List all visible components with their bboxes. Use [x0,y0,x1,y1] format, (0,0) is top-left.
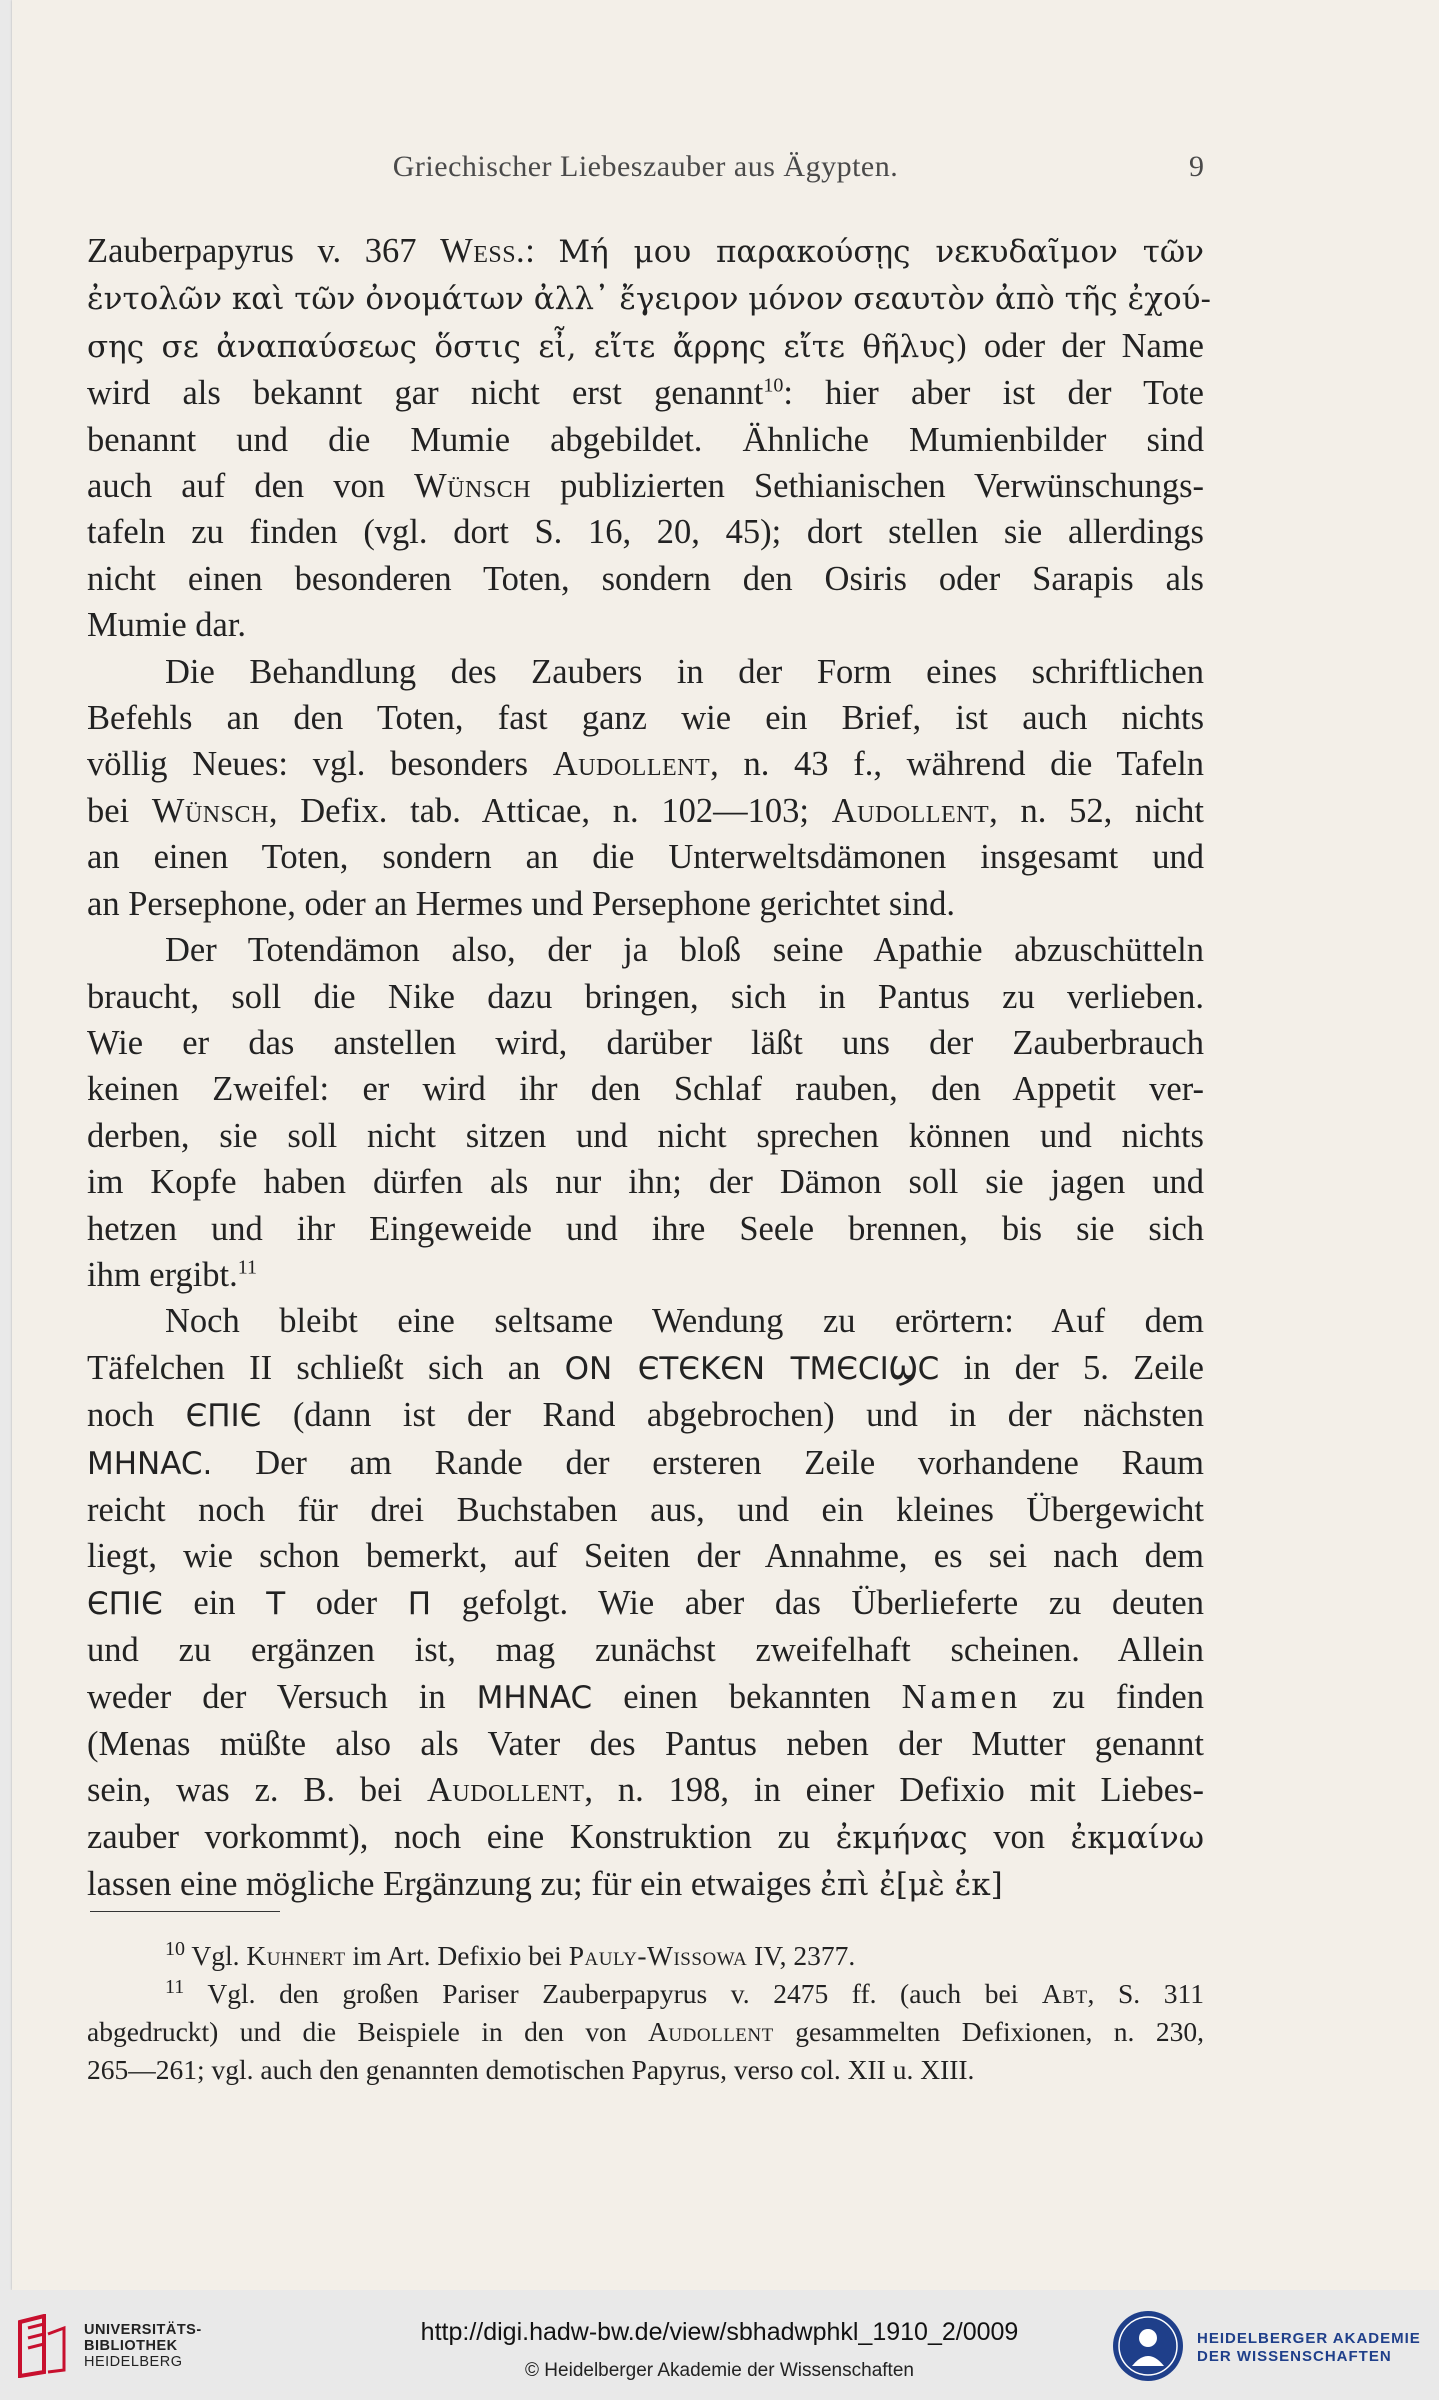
paragraph [87,1298,1204,1908]
text-run: lassen eine mögliche Ergänzung zu; für ein etwaiges [87,1865,821,1904]
text-line [87,463,1204,509]
text-run: Pauly-Wissowa [568,1940,748,1971]
text-run: Wie er das anstellen wird, darüber läßt uns der Zauberbrauch [87,1023,1204,1062]
text-line [87,1020,1204,1066]
text-run: Der Totendämon also, der ja bloß seine Apathie abzuschütteln [165,931,1204,970]
text-run: an einen Toten, sondern an die Unterweltsdämonen insgesamt und [87,838,1204,877]
text-line [87,974,1204,1020]
text-run: Wess. [440,232,526,270]
text-run: und zu ergänzen ist, mag zunächst zweifelhaft scheinen. Allein [87,1631,1204,1670]
text-run: MHNAC. [87,1445,213,1482]
text-run: Audollent [648,2016,774,2047]
text-line [87,1861,1204,1908]
text-run: hetzen und ihr Eingeweide und ihre Seele brennen, bis sie sich [87,1209,1204,1248]
text-line [87,1345,1204,1392]
text-run: ihm ergibt. [87,1255,238,1294]
text-run: Wünsch [151,791,269,830]
text-line [87,1767,1204,1813]
text-run: ЄПIЄ [185,1398,262,1435]
footnote-separator [90,1911,280,1912]
text-run: IV, 2377. [747,1940,856,1971]
text-line [87,556,1204,602]
text-run: , n. 52, nicht [989,791,1204,830]
text-run: Vgl. den großen Pariser Zauberpapyrus v. 2475 ff. (auch bei [184,1978,1042,2009]
text-run: (Menas müßte also als Vater des Pantus neben der Mutter genannt [87,1725,1204,1763]
text-run: , n. 43 f., während die Tafeln [710,745,1204,784]
text-run: T [266,1585,286,1622]
academy-name[interactable] [1197,2330,1421,2366]
text-run: Abt [1041,1978,1088,2009]
text-run: an Persephone, oder an Hermes und Persephone gerichtet sind. [87,884,955,923]
text-run: von [967,1817,1071,1856]
academy-line-2: DER WISSENSCHAFTEN [1197,2348,1392,2365]
text-run: im Art. Defixio bei [345,1940,569,1971]
text-line [87,275,1211,322]
text-line [87,695,1204,741]
text-run: Audollent [426,1771,585,1810]
footnote-line [87,2051,1204,2089]
text-run: keinen Zweifel: er wird ihr den Schlaf rauben, den Appetit ver- [87,1070,1204,1109]
text-run: Mumie dar. [87,606,247,645]
text-line [87,1392,1204,1439]
text-run: in der 5. Zeile [939,1348,1204,1387]
text-run: bei [87,791,152,830]
text-line [87,1113,1204,1159]
text-run: ἐκμήνας [835,1819,968,1856]
text-run: gefolgt. Wie aber das Überlieferte zu deuten [431,1583,1204,1622]
academy-line-1: HEIDELBERGER AKADEMIE [1197,2330,1421,2347]
text-line [87,1580,1204,1627]
text-line [87,228,1204,275]
text-run: tafeln zu finden (vgl. dort S. 16, 20, 45); dort stellen sie allerdings [87,513,1204,552]
library-line-1: UNIVERSITÄTS- [84,2322,202,2338]
text-run: einen bekannten [592,1677,902,1716]
text-run: Π [407,1585,432,1622]
text-run: Namen [901,1677,1022,1716]
text-line [87,1674,1204,1721]
text-line [87,417,1204,463]
body-text [87,228,1211,1909]
text-line [87,1627,1204,1673]
text-run: Befehls an den Toten, fast ganz wie ein Brief, ist auch nichts [87,699,1204,738]
footnote-marker: 11 [165,1975,185,1998]
text-line [87,1814,1204,1861]
footnote-marker: 10 [763,374,784,397]
text-line [87,741,1204,787]
text-run: 265—261; vgl. auch den genannten demotischen Papyrus, verso col. XII u. XIII. [87,2054,975,2085]
library-line-3: HEIDELBERG [84,2354,183,2370]
text-run: Wünsch [414,467,532,506]
text-run: ON ЄTЄKЄN TMЄCIϢC [564,1350,940,1387]
text-run: Zauberpapyrus v. 367 [87,232,441,270]
text-line [87,1533,1204,1579]
scanned-page [12,0,1439,2290]
running-title: Griechischer Liebeszauber aus Ägypten. [392,150,899,183]
text-run: MHNAC [476,1679,593,1716]
text-run: Vgl. [185,1940,247,1971]
footnotes [87,1937,1204,2089]
text-run: gesammelten Defixionen, n. 230, [773,2016,1204,2047]
copyright-notice: © Heidelberger Akademie der Wissenschaften [525,2360,914,2381]
text-run: benannt und die Mumie abgebildet. Ähnliche Mumienbilder sind [87,420,1204,459]
text-line [87,1066,1204,1112]
academy-seal-icon[interactable] [1110,2308,1186,2384]
text-run: Der am Rande der ersteren Zeile vorhandene Raum [212,1443,1204,1482]
text-line [87,881,1204,927]
footnote-line [87,1937,1204,1975]
text-run: liegt, wie schon bemerkt, auf Seiten der Annahme, es sei nach dem [87,1537,1204,1576]
text-line [87,602,1204,648]
paragraph [87,649,1204,927]
footnote [87,1975,1204,2089]
text-run: zu finden [1021,1677,1204,1716]
text-run: ein [162,1583,267,1622]
text-run: Noch bleibt eine seltsame Wendung zu erörtern: Auf dem [165,1302,1204,1341]
text-line [87,834,1204,880]
text-line [87,1440,1204,1487]
text-run: Audollent [552,745,711,784]
text-line [87,370,1204,416]
text-run: Täfelchen II schließt sich an [87,1348,565,1387]
text-line [87,1487,1204,1533]
text-run: oder [285,1583,408,1622]
text-line [87,509,1204,555]
text-run: völlig Neues: vgl. besonders [87,745,553,784]
text-run: sein, was z. B. bei [87,1771,427,1810]
text-run: reicht noch für drei Buchstaben aus, und ein kleines Übergewicht [87,1490,1204,1529]
text-line [87,927,1204,973]
text-run: Kuhnert [246,1940,346,1971]
running-head [87,150,1204,190]
text-run: oder der Name [967,326,1204,365]
text-line [87,1252,1204,1298]
text-run: ἐπὶ ἐ[μὲ ἐκ] [820,1867,1003,1904]
text-run: ЄПIЄ [87,1585,163,1622]
text-run: noch [87,1396,186,1435]
text-run: : [525,232,559,270]
text-run: zauber vorkommt), noch eine Konstruktion zu [87,1817,836,1856]
text-run: nicht einen besonderen Toten, sondern den Osiris oder Sarapis als [87,559,1204,598]
permalink-url[interactable]: http://digi.hadw-bw.de/view/sbhadwphkl_1910_2/0009 [420,2318,1019,2346]
footnote [87,1937,1204,1975]
footnote-marker: 11 [237,1256,258,1279]
library-line-2: BIBLIOTHEK [84,2338,178,2354]
text-run: auch auf den von [87,467,415,506]
text-run: im Kopfe haben dürfen als nur ihn; der Dämon soll sie jagen und [87,1163,1204,1202]
text-run: braucht, soll die Nike dazu bringen, sich in Pantus zu verlieben. [87,977,1204,1016]
text-run: (dann ist der Rand abgebrochen) und in der nächsten [261,1396,1204,1435]
text-run: , Defix. tab. Atticae, n. 102—103; [268,791,832,830]
text-run: Μή μου παρακούσῃς νεκυδαῖμον τῶν [558,234,1204,270]
text-run: derben, sie soll nicht sitzen und nicht sprechen können und nichts [87,1116,1204,1155]
viewer-footer [0,2290,1439,2400]
text-run: , S. 311 [1087,1978,1204,2009]
text-run: Audollent [831,791,990,830]
text-run: publizierten Sethianischen Verwünschungs- [531,467,1204,506]
text-run: : hier aber ist der Tote [783,374,1204,413]
text-line [87,1721,1204,1767]
text-line [87,323,1204,370]
text-run: abgedruckt) und die Beispiele in den von [87,2016,649,2047]
footnote-line [87,1975,1204,2013]
paragraph [87,228,1211,649]
footnote-line [87,2013,1204,2051]
text-line [87,1206,1204,1252]
text-run: wird als bekannt gar nicht erst genannt [87,374,764,413]
text-run: ἐντολῶν καὶ τῶν ὀνομάτων ἀλλ᾽ ἔγειρον μόνον σεαυτὸν ἀπὸ τῆς ἐχού- [87,281,1211,318]
text-line [87,788,1204,834]
text-run: weder der Versuch in [87,1677,477,1716]
paragraph [87,927,1204,1298]
text-line [87,1298,1204,1344]
text-run: Die Behandlung des Zaubers in der Form eines schriftlichen [165,652,1204,691]
text-line [87,1159,1204,1205]
text-run: ἐκμαίνω [1070,1819,1204,1856]
footnote-marker: 10 [165,1937,185,1960]
text-run: , n. 198, in einer Defixio mit Liebes- [584,1771,1204,1810]
page-number: 9 [1189,150,1204,183]
text-line [87,649,1204,695]
text-run: σης σε ἀναπαύσεως ὅστις εἶ, εἴτε ἄρρης εἴτε θῆλυς) [87,328,968,365]
